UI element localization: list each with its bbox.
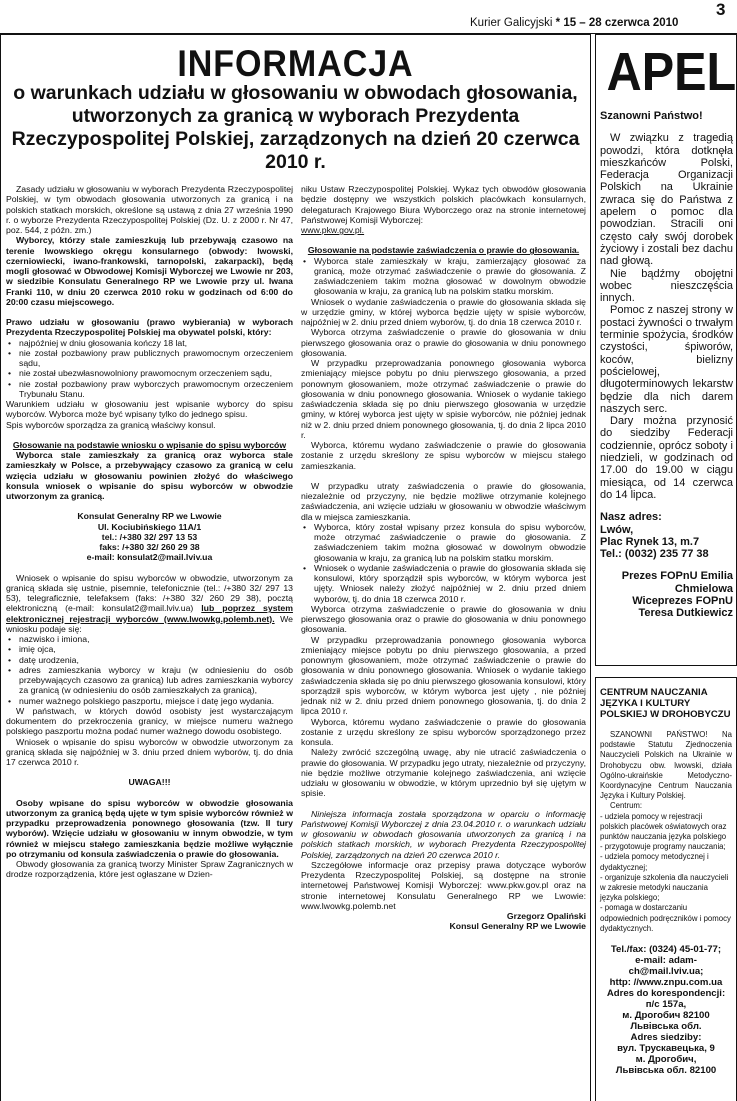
apel-address: Nasz adres:	[600, 511, 662, 524]
article-column-2	[301, 184, 586, 932]
centrum-title: CENTRUM NAUCZANIA JĘZYKA I KULTURY POLSKIEJ W DROHOBYCZU	[600, 687, 731, 720]
consulate-address: Ul. Kociubińskiego 11A/1	[97, 521, 202, 532]
paragraph: W przypadku przeprowadzania ponownego głosowania wyborca zmieniający miejsce pobytu po dniu pierwszego głosowania, a przed ponownym głosowaniem, może otrzymać zaświadczenie o prawie do głosowania w dniu ponownego głosowania. Wniosek o wydanie takiego zaświadczenia składa się po dniu pierwszego głosowania konsulowi, który sporządził spis wyborców, w którym wyborca jest ujęty , nie później jednak niż w 2. dniu przed dniem ponownego głosowania, tj. do dnia 2 lipca 2010 r.	[301, 634, 586, 717]
paragraph: Warunkiem udziału w głosowaniu jest wpisanie wyborcy do spisu wyborców. Wyborca może być wpisany tylko do jednego spisu.	[6, 399, 293, 420]
paragraph: Wyborcy, którzy stale zamieszkują lub przebywają czasowo na terenie lwowskiego okręgu konsularnego (obwody: lwowski, czerniowiecki, iwano-frankowski, tarnopolski, zakarpacki), będą mogli głosować w Obwodowej Komisji Wyborczej we Lwowie nr 203, w siedzibie Konsulatu Generalnego RP we Lwowie przy ul. Iwana Franki 110, w dniu 20 czerwca 2010 roku w godzinach od 6:00 do 20:00 czasu miejscowego.	[6, 235, 293, 307]
source-note: Niniejsza informacja została sporządzona w oparciu o informację Państwowej Komisji Wyborczej z dnia 23.04.2010 r. o warunkach udziału w głosowaniu w obwodach głosowania utworzonych za granicą i na polskich statkach morskich, w wyborach Prezydenta Rzeczypospolitej Polskiej, zarządzonych na dzień 20 czerwca 2010 r.	[301, 808, 586, 860]
list-item: • numer ważnego polskiego paszportu, miejsce i datę jego wydania.	[6, 696, 293, 706]
paragraph: Należy zwrócić szczególną uwagę, aby nie utracić zaświadczenia o prawie do głosowania. W przypadku jego utraty, niezależnie od przyczyny, nie będzie możliwe otrzymanie kolejnego zaświadczenia, ani wzięcie udziału w głosowaniu w obwodzie, w którym uprzednio był się ujętym w spisie.	[301, 747, 586, 799]
centrum-contact: м. Дрогобич,	[635, 1054, 697, 1066]
list-item: - organizuje szkolenia dla nauczycieli w zakresie metodyki nauczania języka polskiego;	[600, 872, 729, 903]
paragraph: Nie bądźmy obojętni wobec nieszczęścia innych.	[600, 267, 733, 305]
centrum-contact: e-mail: adam-ch@mail.lviv.ua;	[628, 955, 704, 978]
apel-text	[600, 110, 733, 620]
paragraph: SZANOWNI PAŃSTWO! Na podstawie Statutu Zjednoczenia Nauczycieli Polskich na Ukrainie w Drohobyczu obw. lwowski, działa Ogólno-ukraińskie Metodyczno-Koordynacyjne Centrum Nauczania Języka i Kultury Polskiej.	[600, 730, 732, 801]
paragraph: Centrum:	[610, 801, 643, 811]
apel-signature: Prezes FOPnU Emilia	[621, 570, 733, 583]
paragraph: Wyborca, któremu wydano zaświadczenie o prawie do głosowania zostanie z urzędu skreślony ze spisu wyborców sporządzonego przez konsula.	[301, 716, 586, 747]
paragraph: Prawo udziału w głosowaniu (prawo wybierania) w wyborach Prezydenta Rzeczypospolitej Polskiej ma obywatel polski, który:	[6, 317, 293, 338]
registration-link[interactable]: lub poprzez system elektronicznej rejestracji wyborców (www.lwowkg.polemb.net).	[6, 603, 293, 624]
list-item: • adres zamieszkania wyborcy w kraju (w odniesieniu do osób przebywających czasowo za granicą) lub adres zamieszkania wyborcy za granicą (w odniesieniu do osób zamieszkałych za granicą),	[6, 665, 293, 696]
paragraph: Obwody głosowania za granicą tworzy Minister Spraw Zagranicznych w drodze rozporządzenia, które jest ogłaszane w Dzien-	[6, 859, 293, 880]
issue-date: 15 – 28 czerwca 2010	[563, 17, 679, 29]
apel-signature: Chmielowa	[674, 582, 733, 595]
paragraph: Zasady udziału w głosowaniu w wyborach Prezydenta Rzeczypospolitej Polskiej, w tym obwodach głosowania utworzonych za granicą i na polskich statkach morskich, określone są ustawą z dnia 27 września 1990 r. o wyborze Prezydenta Rzeczypospolitej Polskiej (Dz. U. z 2000 r. Nr 47, poz. 544, z późn. zm.)	[6, 184, 293, 235]
centrum-contact: п/с 157а,	[645, 999, 687, 1011]
list-item: • Wyborca stale zamieszkały w kraju, zamierzający głosować za granicą, może otrzymać zaświadczenie o prawie do głosowania. Z zaświadczeniem takim można głosować w dowolnym obwodzie głosowania w kraju, za granicą lub na polskim statku morskim.	[301, 256, 586, 297]
consulate-address: faks: /+380 32/ 260 29 38	[99, 542, 200, 552]
centrum-contact: http: //www.znpu.com.ua	[609, 977, 723, 989]
paragraph: Dary można przynosić do siedziby Federacji codziennie, oprócz soboty i niedzieli, w godzinach od 17.00 do 19.00 w ciągu miesiąca, od 14 czerwca do 14 lipca.	[600, 415, 733, 501]
list-item: • datę urodzenia,	[6, 655, 293, 665]
centrum-contact: Tel./fax: (0324) 45-01-77;	[610, 944, 722, 956]
list-item: • nie został pozbawiony praw publicznych prawomocnym orzeczeniem sądu,	[6, 348, 293, 369]
paragraph: Wyborca stale zamieszkały za granicą oraz wyborca stale zamieszkały w Polsce, a przebywający czasowo za granicą w celu wzięcia udziału w głosowaniu powinien złożyć do właściwego konsula wniosek o wpisanie do spisu wyborców w obwodzie utworzonym za granicą.	[6, 450, 293, 501]
paragraph: Spis wyborców sporządza za granicą właściwy konsul.	[6, 419, 216, 430]
signature-name: Grzegorz Opaliński	[506, 911, 586, 921]
paragraph: Wyborca, któremu wydano zaświadczenie o prawie do głosowania zostanie z urzędu skreślony ze spisu wyborców w miejscu stałego zamieszkania.	[301, 440, 586, 471]
section-heading: Głosowanie na podstawie zaświadczenia o prawie do głosowania.	[307, 245, 580, 256]
section-heading: Głosowanie na podstawie wniosku o wpisanie do spisu wyborców	[12, 439, 287, 450]
article-subtitle: o warunkach udziału w głosowaniu w obwodach głosowania, utworzonych za granicą w wyborach Prezydenta Rzeczypospolitej Polskiej, zarządzonych na dzień 20 czerwca 2010 r.	[11, 82, 580, 173]
paragraph	[6, 573, 293, 635]
apel-greeting: Szanowni Państwo!	[600, 110, 703, 122]
article-title: INFORMACJA	[177, 43, 414, 84]
running-header	[470, 17, 678, 29]
centrum-contact: Львівська обл.	[630, 1021, 702, 1033]
page-number: 3	[716, 0, 726, 19]
paragraph: W przypadku utraty zaświadczenia o prawie do głosowania, niezależnie od przyczyny, nie będzie możliwe otrzymanie kolejnego zaświadczenia, ani wzięcie udziału w głosowaniu w obwodzie właściwym dla w miejsca zamieszkania.	[301, 480, 586, 522]
paragraph: W przypadku przeprowadzania ponownego głosowania wyborca zmieniający miejsce pobytu po dniu pierwszego głosowania, a przed ponownym głosowaniem, może otrzymać zaświadczenie o prawie do głosowania w dniu ponownego głosowania. Wniosek o wydanie takiego zaświadczenia składa się po dniu pierwszego głosowania w urzędzie gminy, w której wyborca jest ujęty w spisie wyborców, nie później jednak niż w 2. dniu przed dniem ponownego głosowania, tj. do dnia 2 lipca 2010 r.	[301, 358, 586, 440]
list-item: • Wyborca, który został wpisany przez konsula do spisu wyborców, może otrzymać zaświadczenie o prawie do głosowania. Z zaświadczeniem takim można głosować w dowolnym obwodzie głosowania w kraju, za granicą lub na polskim statku morskim.	[301, 522, 586, 563]
apel-title: APEL	[606, 42, 737, 102]
apel-address: Plac Rynek 13, m.7	[600, 535, 700, 548]
centrum-contact: Львівська обл. 82100	[615, 1065, 717, 1077]
paragraph: Szczegółowe informacje oraz przepisy prawa dotyczące wyborów Prezydenta Rzeczypospolitej Polskiej, są dostępne na stronie internetowej Państwowej Komisji Wyborczej: www.pkw.gov.pl oraz na stronie internetowej Konsulatu Generalnego RP we Lwowie: www.lwowkg.polemb.net	[301, 859, 586, 911]
consulate-address: Konsulat Generalny RP we Lwowie	[77, 511, 222, 522]
apel-address: Tel.: (0032) 235 77 38	[600, 548, 709, 561]
article-column-1	[6, 184, 293, 880]
paragraph: W związku z tragedią powodzi, która dotknęła mieszkańców Polski, Federacja Organizacji Polskich na Ukrainie zwraca się do Państwa z apelem o pomoc dla powodzian. Stracili oni często cały swój dorobek życiowy i zostali bez dachu nad głową.	[600, 132, 733, 268]
paragraph: Pomoc z naszej strony w postaci żywności o trwałym terminie spożycia, środków czystości, śpiworów, koców, bielizny pościelowej, długoterminowych lekarstw będzie dla nich darem naszych serc.	[600, 304, 733, 415]
list-item: • nazwisko i imiona,	[6, 634, 293, 644]
consulate-address: e-mail: konsulat2@mail.lviv.ua	[86, 552, 213, 563]
paragraph: Wniosek o wydanie zaświadczenia o prawie do głosowania składa się w urzędzie gminy, w której wyborca będzie ujęty w spisie wyborców, najpóźniej w 2. dniu przed dniem wyborów, tj. do dnia 18 czerwca 2010 r.	[301, 296, 586, 327]
list-item: • najpóźniej w dniu głosowania kończy 18 lat,	[6, 338, 293, 348]
paragraph: Osoby wpisane do spisu wyborców w obwodzie głosowania utworzonym za granicą będą ujęte w tym spisie wyborców również w przypadku przeprowadzenia ponownego głosowania (tzw. II tury wyborów). Wzięcie udziału w głosowaniu w innym obwodzie, w tym również w miejscu stałego zamieszkania będzie możliwe wyłącznie po otrzymaniu od konsula zaświadczenia o prawie do głosowania.	[6, 797, 293, 859]
paragraph: Wniosek o wpisanie do spisu wyborców w obwodzie utworzonym za granicą składa się najpóźniej w 3. dniu przed dniem wyborów, tj. do dnia 17 czerwca 2010 r.	[6, 736, 293, 767]
centrum-contact: м. Дрогобич 82100	[622, 1010, 710, 1022]
header-separator: *	[552, 17, 564, 29]
publication-name: Kurier Galicyjski	[470, 17, 553, 29]
paragraph: W państwach, w których dowód osobisty jest wystarczającym dokumentem do przekroczenia granicy, w miejsce numeru ważnego polskiego paszportu można podać numer ważnego dowodu osobistego.	[6, 705, 293, 737]
apel-address: Lwów,	[600, 523, 634, 536]
list-item: - przygotowuje programy nauczania;	[600, 842, 726, 852]
apel-signature: Teresa Dutkiewicz	[638, 607, 733, 620]
paragraph-text: Wniosek o wpisanie do spisu wyborców w obwodzie, utworzonym za granicą składa się ustnie, pisemnie, telefonicznie (tel.: /+380 32/ 297 13 53), telegraficznie, telefaksem (faks: /+380 32/ 260 29 38), pocztą elektroniczną (e-mail: konsulat2@mail.lviv.ua)	[6, 572, 293, 614]
centrum-contact: Adres do korespondencji:	[606, 988, 726, 1000]
list-item: - udziela pomocy metodycznej i dydaktycznej;	[600, 852, 709, 872]
list-item: • nie został pozbawiony praw wyborczych prawomocnym orzeczeniem Trybunału Stanu.	[6, 379, 293, 400]
apel-signature: Wiceprezes FOPnU	[632, 594, 733, 607]
paragraph-text: We wniosku podaje się:	[6, 613, 293, 634]
paragraph: niku Ustaw Rzeczypospolitej Polskiej. Wykaz tych obwodów głosowania będzie dostępny we wszystkich polskich placówkach konsularnych, delegaturach Krajowego Biura Wyborczego oraz na stronie internetowej Państwowej Komisji Wyborczej:	[301, 184, 586, 225]
consulate-address: tel.: /+380 32/ 297 13 53	[101, 531, 198, 542]
centrum-text	[600, 687, 732, 1076]
warning-heading: UWAGA!!!	[128, 777, 171, 788]
paragraph: Wyborca otrzyma zaświadczenie o prawie do głosowania w dniu pierwszego głosowania oraz o prawie do głosowania w dniu ponownego głosowania.	[301, 603, 586, 635]
list-item: - udziela pomocy w rejestracji polskich placówek oświatowych oraz punktów nauczania języka polskiego	[600, 811, 727, 842]
pkw-link[interactable]: www.pkw.gov.pl.	[301, 225, 365, 235]
list-item: - pomaga w dostarczaniu odpowiednich podręczników i pomocy dydaktycznych.	[600, 903, 731, 933]
list-item: • Wniosek o wydanie zaświadczenia o prawie do głosowania składa się konsulowi, który sporządził spis wyborców, w którym wyborca jest ujęty. Wniosek należy złożyć najpóźniej w 2. dniu przed dniem wyborów, tj. do dnia 18 czerwca 2010 r.	[301, 563, 586, 604]
centrum-contact: вул. Трускавецька, 9	[617, 1043, 715, 1055]
list-item: • imię ojca,	[6, 644, 293, 654]
signature-title: Konsul Generalny RP we Lwowie	[449, 921, 586, 932]
centrum-contact: Adres siedziby:	[630, 1032, 702, 1044]
paragraph: Wyborca otrzyma zaświadczenie o prawie do głosowania w dniu pierwszego głosowania oraz o prawie do głosowania w dniu ponownego głosowania.	[301, 327, 586, 358]
list-item: • nie został ubezwłasnowolniony prawomocnym orzeczeniem sądu,	[6, 368, 293, 378]
